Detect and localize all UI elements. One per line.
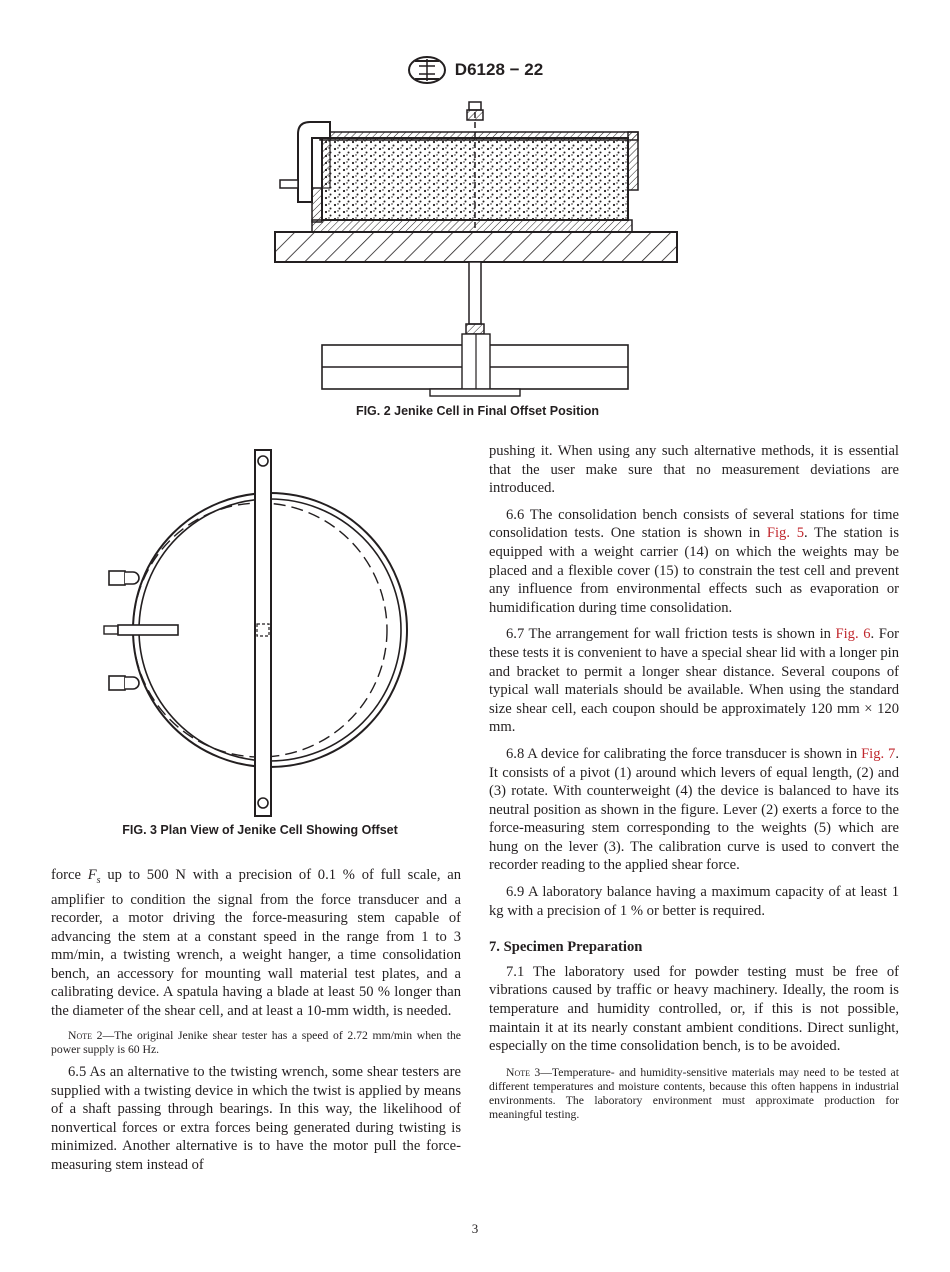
fig5-link[interactable]: Fig. 5 — [766, 525, 805, 542]
paragraph-6-7: 6.7 The arrangement for wall friction tests is shown in Fig. 6. For these tests it is convenient to have a special shear lid with a longer pin and bracket to permit a longer shear distance. Several coupons of typical wall materials should be available. When using the standard size shear cell, each coupon should be approximately 120 mm × 120 mm. — [489, 626, 899, 736]
fig6-link[interactable]: Fig. 6 — [835, 626, 871, 643]
fig3-caption: FIG. 3 Plan View of Jenike Cell Showing Offset — [122, 823, 398, 837]
paragraph-6-6: 6.6 The consolidation bench consists of several stations for time consolidation tests. One station is shown in Fig. 5. The station is equipped with a weight carrier (14) on which the weights may be placed and a flexible cover (15) to constrain the test cell and prevent any influence from environmental effects such as evaporation or humidification during time consolidation. — [489, 506, 900, 616]
paragraph-6-8: 6.8 A device for calibrating the force transducer is shown in Fig. 7. It consists of a pivot (1) around which levers of equal length, (2) and (3) rotate. With counterweight (4) the device is balanced to have its neutral position as shown in the figure. Lever (2) exerts a force to the force-measuring stem corresponding to the weights (5) which are hung on the lever (3). The calibration curve is used to convert the recorder reading to the applied shear force. — [489, 745, 900, 874]
fig2-jenike-cell-drawing — [270, 98, 685, 400]
note-2: Note 2—The original Jenike shear tester has a speed of 2.72 mm/min when the power supply is 60 Hz. — [51, 1028, 461, 1056]
fig7-link[interactable]: Fig. 7 — [861, 745, 896, 762]
paragraph-7-1: 7.1 The laboratory used for powder testing must be free of vibrations caused by traffic or heavy machinery. Ideally, the room is temperature and humidity controlled, or, if this is not possible, maintain it at its nearly constant ambient conditions. Direct sunlight, especially on the time consolidation bench, is to be avoided. — [489, 963, 899, 1055]
paragraph-6-5-continued: pushing it. When using any such alternative methods, it is essential that the user make sure that no measurement deviations are introduced. — [489, 443, 899, 497]
section-7-heading: 7. Specimen Preparation — [489, 939, 643, 956]
paragraph-6-5: 6.5 As an alternative to the twisting wrench, some shear testers are supplied with a twisting device in which the twist is applied by means of a shaft passing through bearings. In this way, the likelihood of nonvertical forces or extra forces being generated during twisting is minimized. Another alternative is to have the motor pull the force-measuring stem instead of — [51, 1064, 461, 1174]
left-column — [51, 866, 461, 1175]
paragraph-6-4-continued: force $F_s$ up to 500 N with a precision of 0.1 % of full scale, an amplifier to condition the signal from the force transducer and a recorder, a motor driving the force-measuring stem capable of advancing the stem at a constant speed in the range from 1 to 3 mm/min, a twisting wrench, a weight hanger, a time consolidation bench, an accessory for mounting wall material test plates, and a calibrating device. A spatula having a blade at least 50 % longer than the diameter of the shear cell, and at least a 10-mm width, is needed. — [51, 867, 462, 1020]
standard-designation: D6128 − 22 — [454, 60, 544, 79]
astm-logo-icon — [407, 55, 447, 85]
note-3: Note 3—Temperature- and humidity-sensitive materials may need to be tested at different temperatures and moisture contents, because this often happens in industrial environments. The laboratory environment must approximate production for meaningful testing. — [489, 1065, 899, 1122]
paragraph-6-9: 6.9 A laboratory balance having a maximum capacity of at least 1 kg with a precision of 1 % or better is required. — [489, 884, 899, 919]
page-header — [0, 55, 950, 85]
fig3-plan-view-drawing — [100, 448, 420, 818]
fig2-caption: FIG. 2 Jenike Cell in Final Offset Position — [355, 404, 600, 418]
right-column — [489, 442, 899, 1123]
page-number: 3 — [471, 1221, 479, 1236]
